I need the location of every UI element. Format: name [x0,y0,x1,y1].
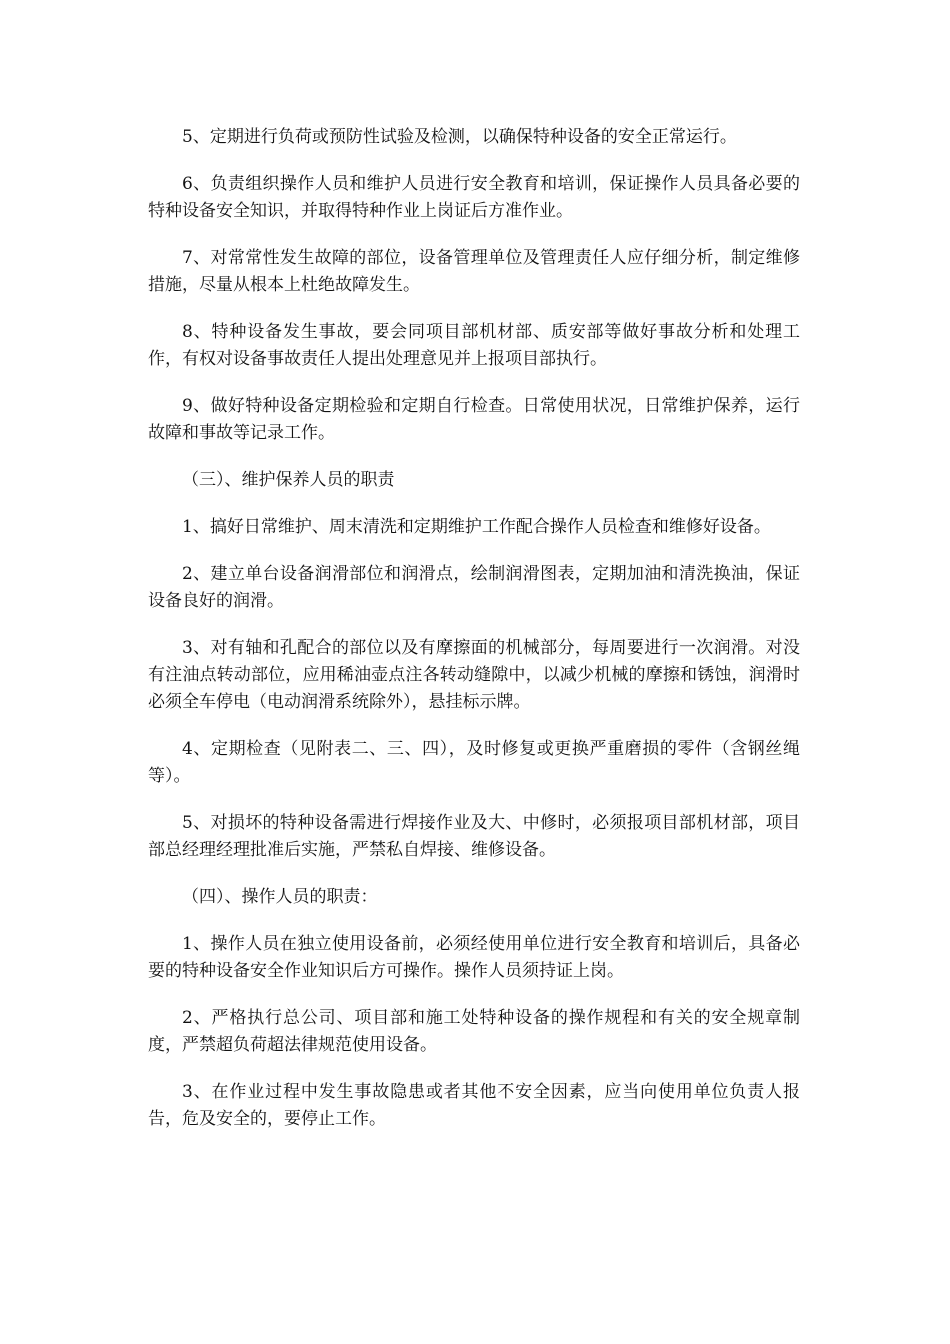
section-heading-maintenance-staff: （三）、维护保养人员的职责 [182,470,395,490]
paragraph-item-7-fault-analysis: 7、对常常性发生故障的部位，设备管理单位及管理责任人应仔细分析，制定维修措施，尽量从根本上杜绝故障发生。 [148,248,800,295]
section-heading-operators: （四）、操作人员的职责： [182,887,378,907]
paragraph-maint-4: 4、定期检查（见附表二、三、四），及时修复或更换严重磨损的零件（含钢丝绳等）。 [148,739,800,786]
document-body [148,124,800,1153]
paragraph-item-6-training: 6、负责组织操作人员和维护人员进行安全教育和培训，保证操作人员具备必要的特种设备安全知识，并取得特种作业上岗证后方准作业。 [148,174,800,221]
paragraph-operator-3: 3、在作业过程中发生事故隐患或者其他不安全因素，应当向使用单位负责人报告，危及安全的，要停止工作。 [148,1082,800,1129]
paragraph-item-9-inspection: 9、做好特种设备定期检验和定期自行检查。日常使用状况，日常维护保养，运行故障和事故等记录工作。 [148,396,800,443]
paragraph-item-8-accident: 8、特种设备发生事故，要会同项目部机材部、质安部等做好事故分析和处理工作，有权对设备事故责任人提出处理意见并上报项目部执行。 [148,322,800,369]
paragraph-maint-2: 2、建立单台设备润滑部位和润滑点，绘制润滑图表，定期加油和清洗换油，保证设备良好的润滑。 [148,564,800,611]
paragraph-operator-2: 2、严格执行总公司、项目部和施工处特种设备的操作规程和有关的安全规章制度，严禁超负荷超法律规范使用设备。 [148,1008,800,1055]
paragraph-item-5-load-test: 5、定期进行负荷或预防性试验及检测，以确保特种设备的安全正常运行。 [182,127,737,147]
paragraph-operator-1: 1、操作人员在独立使用设备前，必须经使用单位进行安全教育和培训后，具备必要的特种设备安全作业知识后方可操作。操作人员须持证上岗。 [148,934,800,981]
paragraph-maint-5: 5、对损坏的特种设备需进行焊接作业及大、中修时，必须报项目部机材部，项目部总经理经理批准后实施，严禁私自焊接、维修设备。 [148,813,800,860]
paragraph-maint-3: 3、对有轴和孔配合的部位以及有摩擦面的机械部分，每周要进行一次润滑。对没有注油点转动部位，应用稀油壶点注各转动缝隙中，以减少机械的摩擦和锈蚀，润滑时必须全车停电（电动润滑系统除外），悬挂标示牌。 [148,638,800,712]
paragraph-maint-1: 1、搞好日常维护、周末清洗和定期维护工作配合操作人员检查和维修好设备。 [182,517,771,537]
